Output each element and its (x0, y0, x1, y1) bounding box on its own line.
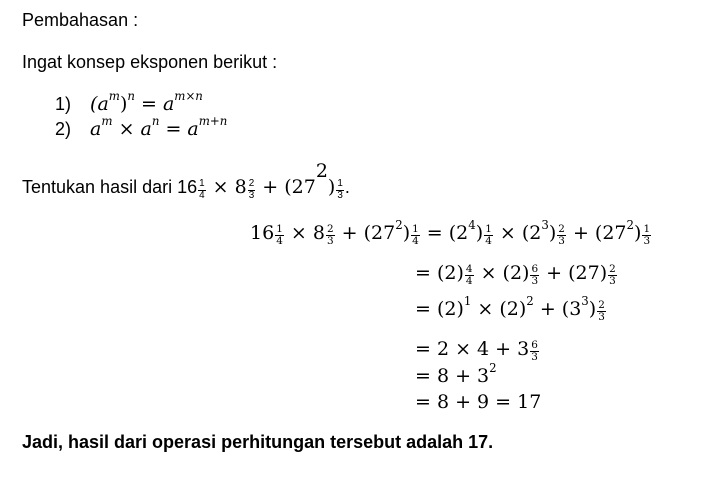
intro-text: Ingat konsep eksponen berikut : (22, 52, 278, 72)
solution-step-6: = 8 + 9 = 17 (415, 391, 542, 413)
question: Tentukan hasil dari 16 $\frac{1}{4}$ × 8 $\frac{2}{3}$ + $(27^2)$ $\frac{1}{3}$ . (22, 160, 350, 201)
solution-step-1: 16 $\frac{1}{4}$ × 8 $\frac{2}{3}$ + $(27^2)$ $\frac{1}{4}$ = $(2^4)$ $\frac{1}{4}$ × $(2^3)$ $\frac{2}{3}$ + $(27^2)$ $\frac{1}{3}$ (250, 218, 651, 247)
conclusion: Jadi, hasil dari operasi perhitungan tersebut adalah 17. (22, 432, 494, 452)
rule-number: 1) (55, 94, 72, 114)
heading: Pembahasan : (22, 10, 139, 30)
rule-2 (55, 114, 228, 140)
solution-step-2: = (2) $\frac{4}{4}$ × (2) $\frac{6}{3}$ + (27) $\frac{2}{3}$ (415, 262, 616, 287)
solution-step-4: = 2 × 4 + 3 $\frac{6}{3}$ (415, 338, 538, 363)
rule-formula: $(a^m)^n = a^{m\times n}$ (90, 89, 203, 115)
rule-number: 2) (55, 119, 72, 139)
rule-formula: $a^m \times a^n = a^{m+n}$ (90, 114, 228, 140)
rule-1 (55, 89, 203, 115)
solution-step-3: = $(2)^1 \times (2)^2 + (3^3)$ $\frac{2}{3}$ (415, 294, 605, 323)
solution-step-5: = $8 + 3^2$ (415, 361, 497, 387)
